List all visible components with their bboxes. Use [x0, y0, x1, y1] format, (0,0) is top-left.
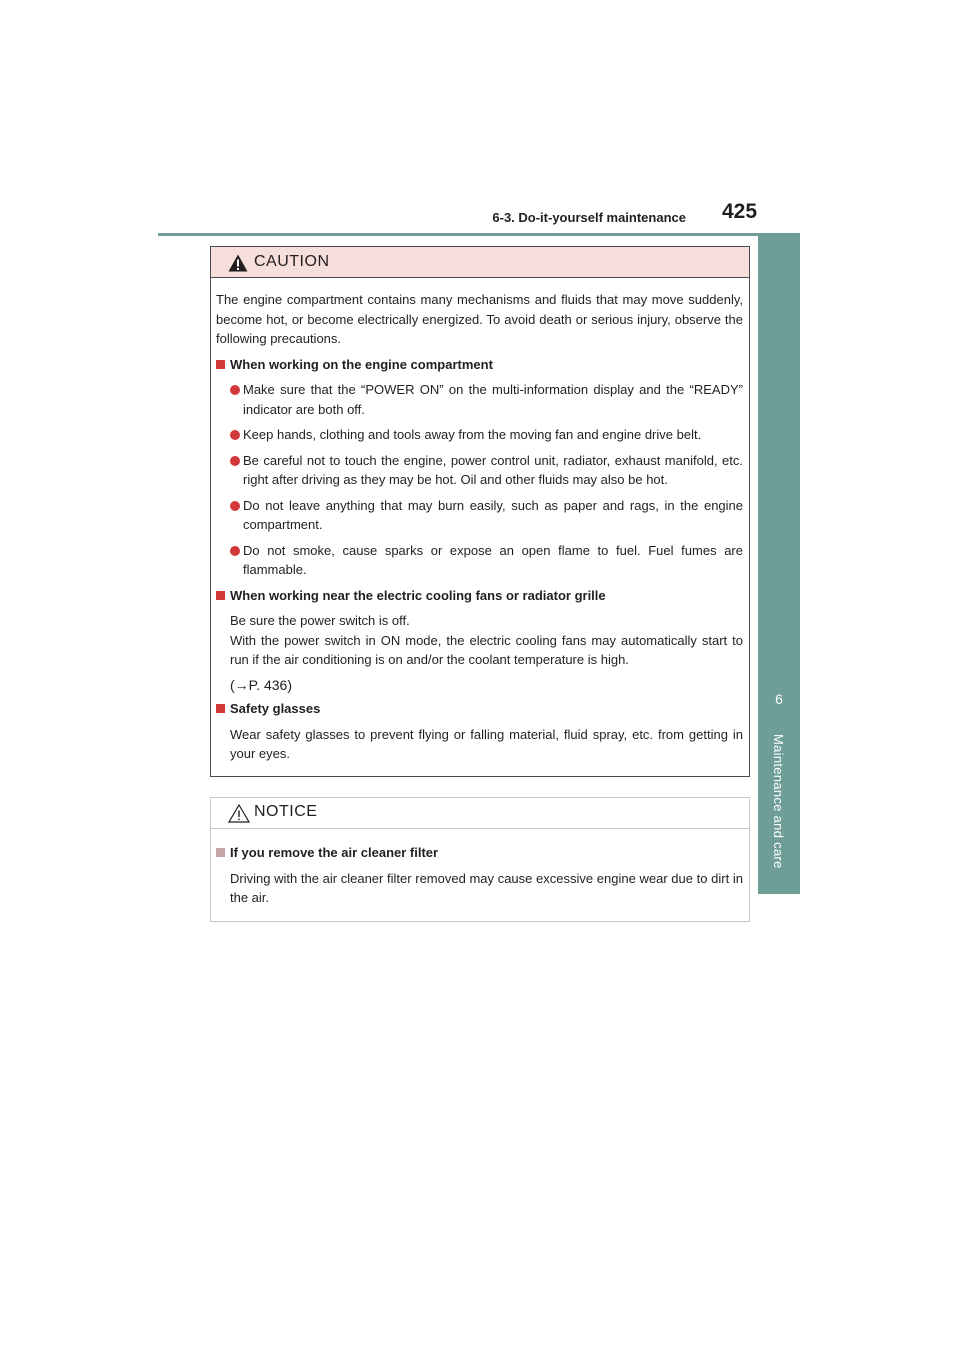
list-item-text: Do not leave anything that may burn easily, such as paper and rags, in the engine compartment.: [243, 497, 743, 532]
caution-intro: The engine compartment contains many mechanisms and fluids that may move suddenly, become hot, or become electrically energized. To avoid death or serious injury, observe the following precautions.: [216, 292, 743, 346]
heading-square-icon: [216, 591, 225, 600]
list-item: [216, 541, 743, 580]
chapter-side-tab: [758, 236, 800, 894]
paragraph: Wear safety glasses to prevent flying or falling material, fluid spray, etc. from getting in your eyes.: [230, 726, 743, 761]
chapter-number: 6: [775, 691, 783, 707]
page-reference: (→P. 436): [230, 676, 292, 693]
paragraph: Driving with the air cleaner filter removed may cause excessive engine wear due to dirt in the air.: [230, 870, 743, 905]
list-item: [216, 425, 743, 445]
caution-section: [216, 699, 743, 764]
header-rule: [158, 233, 800, 236]
paragraph: Be sure the power switch is off.: [230, 613, 410, 628]
notice-box: [210, 797, 750, 922]
list-item-text: Do not smoke, cause sparks or expose an open flame to fuel. Fuel fumes are flammable.: [243, 542, 743, 577]
caution-section: [216, 355, 743, 580]
section-heading-text: When working on the engine compartment: [230, 356, 493, 372]
paragraph: With the power switch in ON mode, the electric cooling fans may automatically start to run if the air conditioning is on and/or the coolant temperature is high.: [230, 632, 743, 667]
caution-title: CAUTION: [254, 253, 330, 270]
list-item-text: Make sure that the “POWER ON” on the multi-information display and the “READY” indicator are both off.: [243, 382, 743, 417]
notice-header: [211, 798, 749, 829]
section-heading: [216, 586, 743, 606]
list-item-text: Keep hands, clothing and tools away from the moving fan and engine drive belt.: [243, 427, 702, 442]
bullet-dot-icon: [230, 501, 240, 511]
section-paragraphs: [216, 725, 743, 764]
section-heading: [216, 699, 743, 719]
list-item: [216, 496, 743, 535]
caution-box: [210, 246, 750, 777]
section-heading-text: Safety glasses: [230, 701, 321, 716]
caution-body: [211, 278, 749, 764]
page-number: 425: [722, 200, 758, 223]
list-item-text: Be careful not to touch the engine, power control unit, radiator, exhaust manifold, etc. right after driving as they may be hot. Oil and other fluids may also be hot.: [243, 452, 743, 487]
list-item: [216, 451, 743, 490]
header-section-title: 6-3. Do-it-yourself maintenance: [492, 210, 686, 225]
heading-square-icon: [216, 360, 225, 369]
bullet-dot-icon: [230, 456, 240, 466]
notice-title: NOTICE: [254, 803, 318, 820]
section-paragraphs: [216, 611, 743, 670]
warning-triangle-outline-icon: [228, 804, 250, 828]
section-heading-text: When working near the electric cooling fans or radiator grille: [230, 587, 606, 603]
section-paragraphs: [216, 869, 743, 908]
bullet-dot-icon: [230, 546, 240, 556]
notice-section: [216, 843, 743, 908]
chapter-label: Maintenance and care: [771, 734, 786, 869]
heading-square-icon: [216, 848, 225, 857]
caution-section: [216, 586, 743, 696]
bullet-dot-icon: [230, 430, 240, 440]
list-item: [216, 380, 743, 419]
section-heading: [216, 355, 743, 375]
caution-header: [211, 247, 749, 278]
bullet-dot-icon: [230, 385, 240, 395]
section-heading-text: If you remove the air cleaner filter: [230, 845, 439, 860]
heading-square-icon: [216, 704, 225, 713]
warning-triangle-icon: [228, 254, 248, 277]
section-heading: [216, 843, 743, 863]
notice-body: [211, 829, 749, 908]
